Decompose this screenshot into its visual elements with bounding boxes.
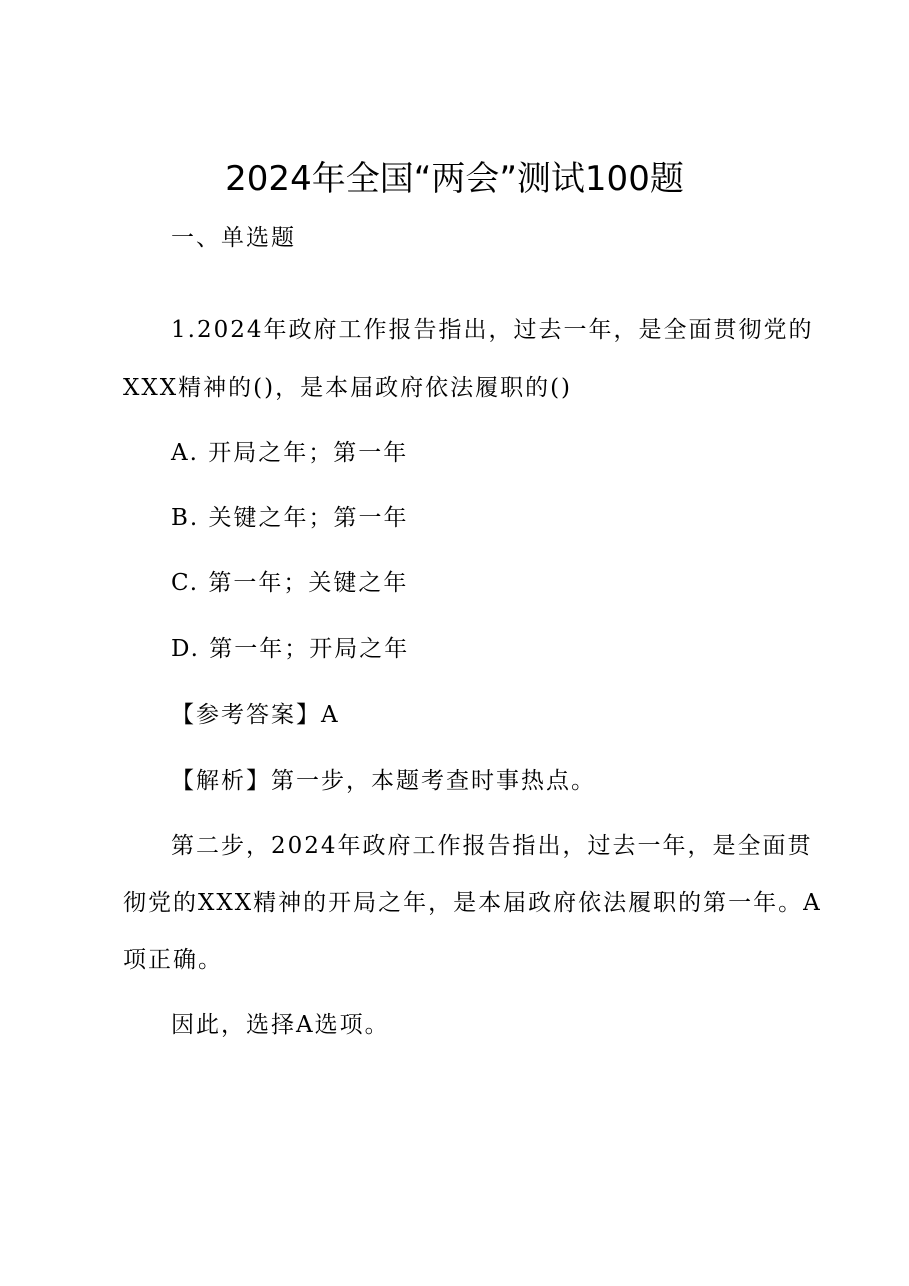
option-b: B. 关键之年；第一年 (171, 505, 409, 531)
analysis-step-2-line-1: 第二步，2024年政府工作报告指出，过去一年，是全面贯 (171, 833, 813, 859)
question-text-line-1: 1.2024年政府工作报告指出，过去一年，是全面贯彻党的 (171, 317, 814, 343)
section-heading: 一、单选题 (171, 225, 296, 251)
reference-answer: 【参考答案】A (171, 702, 340, 728)
analysis-conclusion: 因此，选择A选项。 (171, 1012, 390, 1038)
analysis-step-1: 【解析】第一步，本题考查时事热点。 (171, 768, 596, 794)
option-c: C. 第一年；关键之年 (171, 570, 409, 596)
document-title: 2024年全国“两会”测试100题 (225, 159, 684, 199)
option-d: D. 第一年；开局之年 (171, 636, 410, 662)
analysis-step-2-line-2: 彻党的XXX精神的开局之年，是本届政府依法履职的第一年。A (123, 890, 822, 916)
question-text-line-2: XXX精神的()，是本届政府依法履职的() (123, 375, 573, 401)
analysis-step-2-line-3: 项正确。 (123, 947, 223, 973)
option-a: A. 开局之年；第一年 (171, 440, 409, 466)
